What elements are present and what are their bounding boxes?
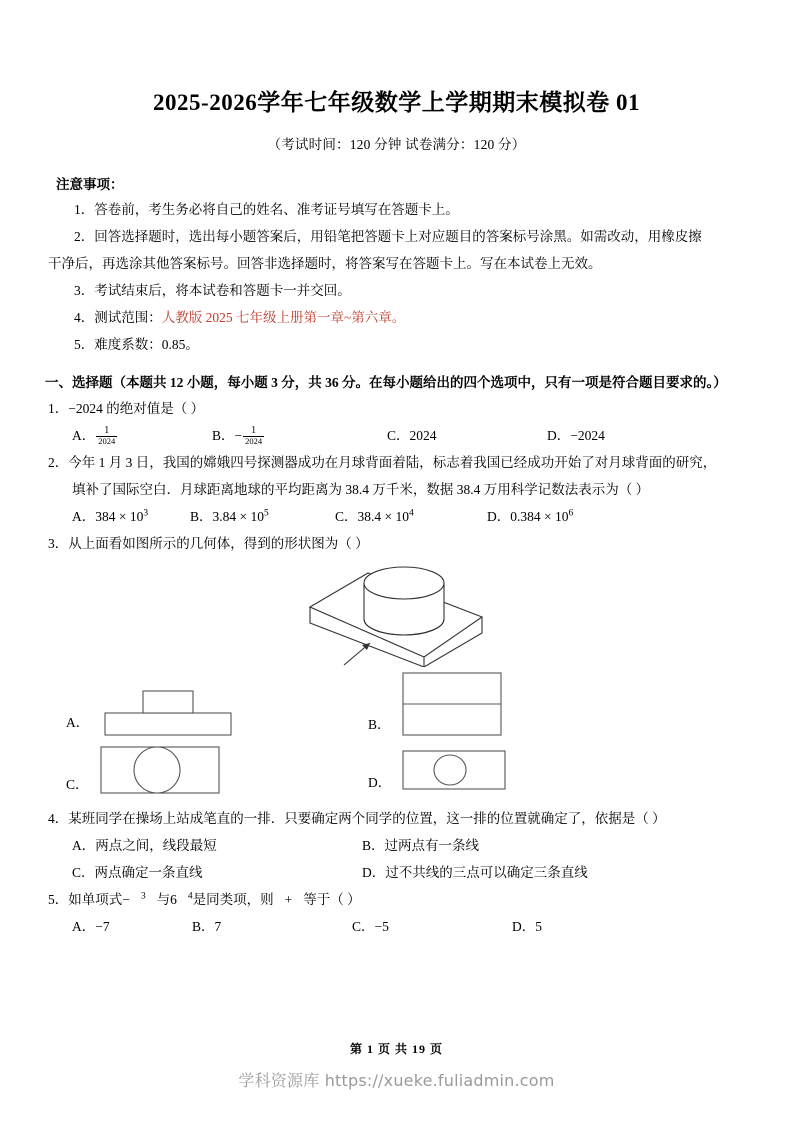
question-1-text: −2024 的绝对值是（ ） xyxy=(68,401,205,417)
option-label: C． xyxy=(352,919,375,935)
option-value: 过两点有一条线 xyxy=(384,838,480,854)
small-rect-on-wide-rect-icon xyxy=(95,675,243,737)
option-label: D． xyxy=(362,865,386,881)
minus-sign: − xyxy=(234,428,243,444)
question-3 xyxy=(48,530,745,805)
notice-heading: 注意事项： xyxy=(56,176,124,192)
question-5-text-4: + xyxy=(284,892,293,908)
question-5-text-1: 如单项式− xyxy=(68,892,130,908)
notice-item-1: 1．答卷前，考生务必将自己的姓名、准考证号填写在答题卡上。 xyxy=(74,201,459,217)
rect-split-horizontal-icon xyxy=(397,669,509,739)
question-1 xyxy=(48,395,745,449)
question-2-option-d[interactable] xyxy=(487,503,573,530)
question-1-stem xyxy=(48,395,745,422)
question-2-stem-line-2: 填补了国际空白．月球距离地球的平均距离为 38.4 万千米，数据 38.4 万用科学记数法表示为（ ） xyxy=(72,482,650,498)
option-value: 0.384 × 10 xyxy=(510,509,569,525)
notice-section xyxy=(48,173,745,358)
notice-item-5: 5．难度系数：0.85。 xyxy=(74,336,199,352)
question-3-options-row-2 xyxy=(48,741,745,805)
question-5-option-c[interactable] xyxy=(352,913,512,940)
site-watermark: 学科资源库 https://xueke.fuliadmin.com xyxy=(238,1071,555,1090)
question-3-option-d[interactable] xyxy=(368,743,527,797)
option-label: C． xyxy=(66,777,89,793)
option-label: C． xyxy=(72,865,95,881)
option-label: A． xyxy=(72,919,96,935)
option-label: D． xyxy=(487,509,511,525)
question-1-option-b[interactable] xyxy=(212,422,387,449)
question-1-option-a[interactable] xyxy=(72,422,212,449)
fraction-neg-1-over-2024: $\frac{1}{2024}$ xyxy=(245,424,263,447)
exponent: 3 xyxy=(140,891,146,902)
question-5-text-3: 是同类项，则 xyxy=(192,892,274,908)
option-value: 38.4 × 10 xyxy=(357,509,410,525)
question-2 xyxy=(48,449,745,530)
question-5-number: 5． xyxy=(48,892,69,908)
question-5 xyxy=(48,886,745,940)
option-label: B． xyxy=(190,509,213,525)
question-3-figure xyxy=(48,561,745,669)
rect-with-large-circle-icon xyxy=(95,741,235,799)
question-5-option-a[interactable] xyxy=(72,913,192,940)
question-4-options-row-1 xyxy=(48,832,745,859)
question-5-text-5: 等于（ ） xyxy=(303,892,361,908)
notice-item-4 xyxy=(48,304,745,331)
option-value: 5 xyxy=(535,919,542,935)
section-heading-choice: 一、选择题（本题共 12 小题，每小题 3 分，共 36 分。在每小题给出的四个选项中，只有一项是符合题目要求的。） xyxy=(45,374,727,390)
question-4-number: 4． xyxy=(48,811,69,827)
question-3-options-row-1 xyxy=(48,669,745,741)
question-4-stem xyxy=(48,805,745,832)
question-5-option-d[interactable] xyxy=(512,913,542,940)
option-value: 过不共线的三点可以确定三条直线 xyxy=(385,865,588,881)
question-5-stem xyxy=(48,886,745,913)
notice-item-2-cont: 干净后，再选涂其他答案标号。回答非选择题时，将答案写在答题卡上。写在本试卷上无效。 xyxy=(48,255,602,271)
question-3-text: 从上面看如图所示的几何体，得到的形状图为（ ） xyxy=(68,536,369,552)
option-label: A． xyxy=(72,509,96,525)
option-label: D． xyxy=(368,775,392,791)
option-value: 2024 xyxy=(409,428,437,444)
option-value: −2024 xyxy=(570,428,605,444)
question-1-option-c[interactable] xyxy=(387,422,547,449)
question-5-option-b[interactable] xyxy=(192,913,352,940)
question-1-option-d[interactable] xyxy=(547,422,605,449)
cylinder-on-cuboid-icon xyxy=(302,561,492,667)
question-2-number: 2． xyxy=(48,455,69,471)
question-5-options xyxy=(48,913,745,940)
notice-item-4-prefix: 4．测试范围： xyxy=(74,309,162,325)
question-3-stem xyxy=(48,530,745,557)
option-value: 384 × 10 xyxy=(95,509,144,525)
option-label: B． xyxy=(362,838,385,854)
option-label: D． xyxy=(512,919,536,935)
question-2-option-a[interactable] xyxy=(72,503,190,530)
notice-item-3: 3．考试结束后，将本试卷和答题卡一并交回。 xyxy=(74,282,351,298)
notice-item-4-scope: 人教版 2025 七年级上册第一章~第六章。 xyxy=(161,309,406,325)
question-3-number: 3． xyxy=(48,536,69,552)
option-value: −5 xyxy=(374,919,389,935)
option-label: C． xyxy=(387,428,410,444)
rect-with-small-circle-icon xyxy=(397,743,527,797)
exponent: 4 xyxy=(409,508,414,519)
question-4-text: 某班同学在操场上站成笔直的一排．只要确定两个同学的位置，这一排的位置就确定了，依据是（ ） xyxy=(68,811,666,827)
option-value: 7 xyxy=(214,919,222,935)
option-value: 两点之间，线段最短 xyxy=(95,838,217,854)
option-label: C． xyxy=(335,509,358,525)
question-4-options-row-2 xyxy=(48,859,745,886)
page-title: 2025-2026学年七年级数学上学期期末模拟卷 01 xyxy=(153,90,640,115)
question-4-option-a[interactable] xyxy=(72,832,362,859)
question-5-text-2: 与6 xyxy=(156,892,177,908)
question-2-option-b[interactable] xyxy=(190,503,335,530)
option-value: 3.84 × 10 xyxy=(212,509,265,525)
option-label: D． xyxy=(547,428,571,444)
question-4 xyxy=(48,805,745,886)
option-value: 两点确定一条直线 xyxy=(94,865,203,881)
exponent: 3 xyxy=(143,508,149,519)
question-2-text-1: 今年 1 月 3 日，我国的嫦娥四号探测器成功在月球背面着陆，标志着我国已经成功开始了对月球背面的研究， xyxy=(68,455,717,471)
question-1-options xyxy=(48,422,745,449)
option-label: A． xyxy=(72,838,96,854)
page-footer: 第 1 页 共 19 页 xyxy=(349,1042,443,1056)
exponent: 4 xyxy=(187,891,193,902)
question-1-number: 1． xyxy=(48,401,69,417)
option-value: −7 xyxy=(95,919,110,935)
question-4-option-c[interactable] xyxy=(72,859,362,886)
question-3-option-a[interactable] xyxy=(66,675,243,737)
option-label: B． xyxy=(192,919,215,935)
exponent: 5 xyxy=(264,508,269,519)
notice-item-2: 2．回答选择题时，选出每小题答案后，用铅笔把答题卡上对应题目的答案标号涂黑。如需改动，用橡皮擦 xyxy=(74,228,702,244)
fraction-1-over-2024: $\frac{1}{2024}$ xyxy=(98,424,116,447)
exponent: 6 xyxy=(568,508,574,519)
exam-subtitle: （考试时间：120 分钟 试卷满分：120 分） xyxy=(267,136,526,152)
question-2-stem-line-1 xyxy=(48,449,745,476)
option-label: A． xyxy=(72,428,96,444)
option-label: A． xyxy=(66,715,90,731)
question-2-options xyxy=(48,503,745,530)
question-2-option-c[interactable] xyxy=(335,503,487,530)
option-label: B． xyxy=(368,717,391,733)
question-3-option-b[interactable] xyxy=(368,669,509,739)
question-4-option-b[interactable] xyxy=(362,832,479,859)
question-4-option-d[interactable] xyxy=(362,859,588,886)
question-3-option-c[interactable] xyxy=(66,741,235,799)
option-label: B． xyxy=(212,428,235,444)
